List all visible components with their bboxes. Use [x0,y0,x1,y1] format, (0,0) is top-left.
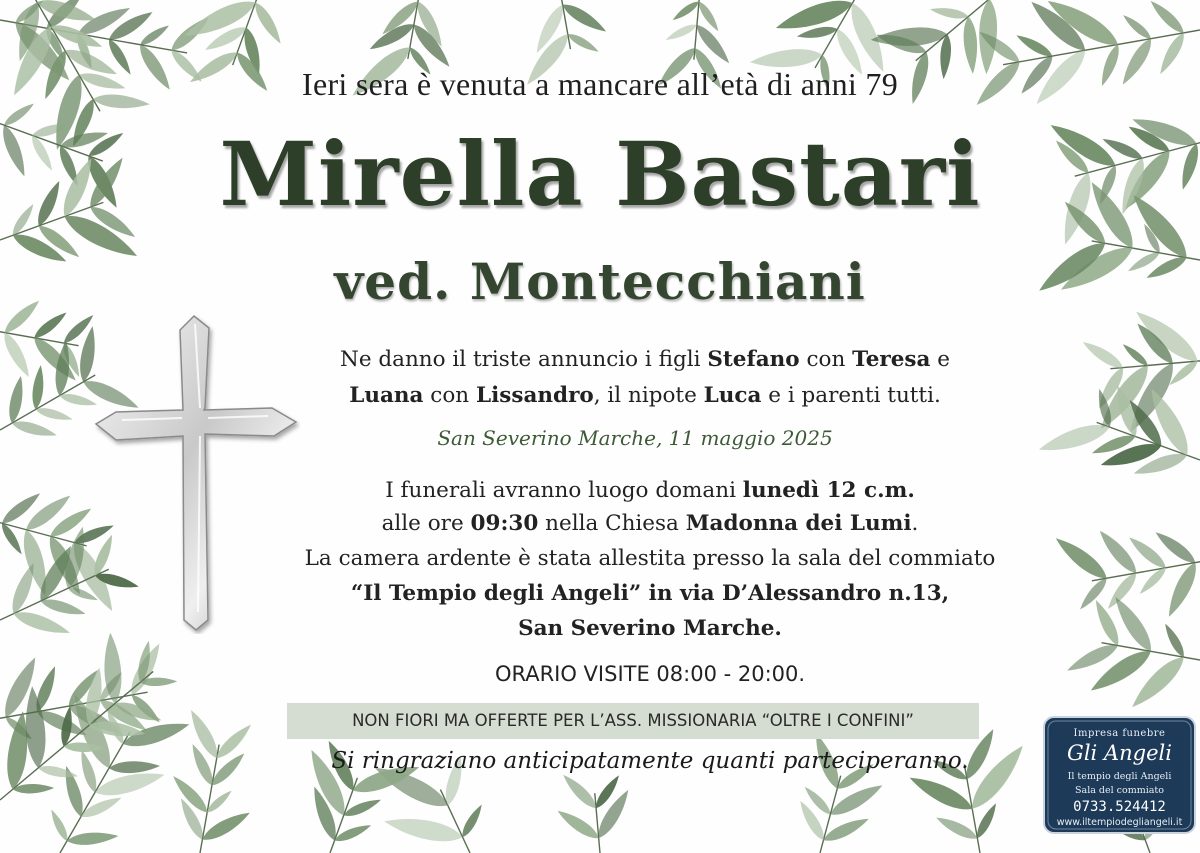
visiting-hours: ORARIO VISITE 08:00 - 20:00. [494,662,806,686]
married-name: ved. Montecchiani [334,252,866,311]
flowers-notice-banner: NON FIORI MA OFFERTE PER L’ASS. MISSIONARIA “OLTRE I CONFINI” [287,703,979,739]
funeral-home-website: www.iltempiodegliangeli.it [1056,817,1183,828]
funeral-home-phone: 0733.524412 [1073,799,1166,815]
text-run: e [930,347,950,372]
text-run: alle ore [381,511,471,536]
text-run: I funerali avranno luogo domani [385,478,743,503]
emphasis-text: San Severino Marche. [518,616,782,641]
text-run: . [911,511,919,536]
intro-line: Ieri sera è venuta a mancare all’età di anni 79 [301,66,898,102]
text-run: , il nipote [593,383,704,408]
thanks-line: Si ringraziano anticipatamente quanti parteciperanno. [331,748,969,774]
emphasis-text: lunedì 12 c.m. [742,478,915,503]
emphasis-text: Teresa [852,347,931,372]
text-run: con [799,347,853,372]
deceased-name: Mirella Bastari [219,122,981,226]
place-date: San Severino Marche, 11 maggio 2025 [437,426,833,450]
emphasis-text: Madonna dei Lumi [685,511,912,536]
funeral-home-subtitle: Il tempio degli Angeli [1067,771,1172,782]
text-run: La camera ardente è stata allestita presso la sala del commiato [304,546,996,571]
emphasis-text: Lissandro [475,383,594,408]
emphasis-text: Luana [349,383,424,408]
text-run: e i parenti tutti. [761,383,941,408]
emphasis-text: Stefano [707,347,800,372]
text-run: con [423,383,476,408]
emphasis-text: “Il Tempio degli Angeli” in via D’Alessandro n.13, [350,581,950,606]
funeral-home-name: Gli Angeli [1067,741,1172,765]
silver-cross-icon [92,312,300,634]
text-run: Ne danno il triste annuncio i figli [340,347,708,372]
funeral-home-room: Sala del commiato [1075,785,1164,796]
funeral-home-type: Impresa funebre [1073,728,1166,739]
emphasis-text: Luca [703,383,762,408]
text-run: nella Chiesa [538,511,686,536]
emphasis-text: 09:30 [470,511,539,536]
